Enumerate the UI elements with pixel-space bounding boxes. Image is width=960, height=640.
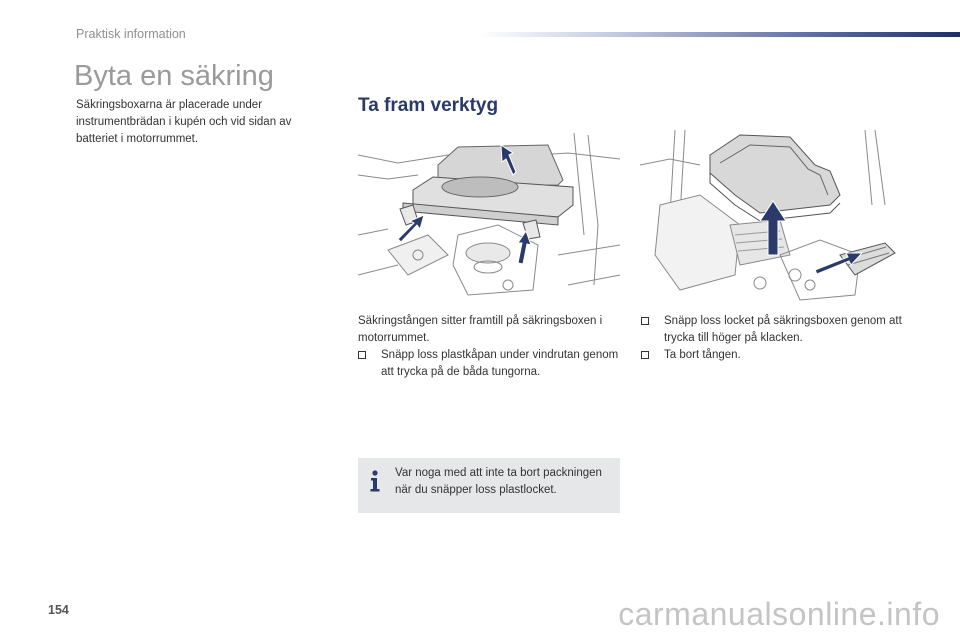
info-icon bbox=[370, 470, 380, 492]
header-bar bbox=[478, 32, 960, 37]
tools-heading: Ta fram verktyg bbox=[358, 95, 499, 116]
note-box bbox=[358, 458, 620, 513]
page-title: Byta en säkring bbox=[74, 60, 274, 92]
illustration-plastic-cover bbox=[358, 125, 620, 305]
bullet-text: Ta bort tången. bbox=[664, 349, 741, 361]
illustration-fuse-box bbox=[640, 125, 902, 305]
watermark: carmanualsonline.info bbox=[618, 596, 940, 632]
list-item bbox=[641, 313, 911, 347]
checkbox-icon bbox=[358, 351, 366, 359]
page-number: 154 bbox=[48, 603, 69, 617]
right-column-text bbox=[641, 313, 911, 364]
checkbox-icon bbox=[641, 317, 649, 325]
list-item bbox=[641, 347, 911, 364]
note-text: Var noga med att inte ta bort packningen när du snäpper loss plastlocket. bbox=[395, 467, 602, 496]
left-intro-text: Säkringstången sitter framtill på säkringsboxen i motorrummet. bbox=[358, 315, 603, 344]
list-item bbox=[358, 347, 620, 381]
checkbox-icon bbox=[641, 351, 649, 359]
section-label: Praktisk information bbox=[76, 27, 186, 41]
bullet-text: Snäpp loss plastkåpan under vindrutan genom att trycka på de båda tungorna. bbox=[381, 349, 619, 378]
left-column-text bbox=[358, 313, 620, 381]
bullet-text: Snäpp loss locket på säkringsboxen genom att trycka till höger på klacken. bbox=[664, 315, 902, 344]
intro-text: Säkringsboxarna är placerade under instrumentbrädan i kupén och vid sidan av batteriet i motorrummet. bbox=[76, 99, 292, 145]
